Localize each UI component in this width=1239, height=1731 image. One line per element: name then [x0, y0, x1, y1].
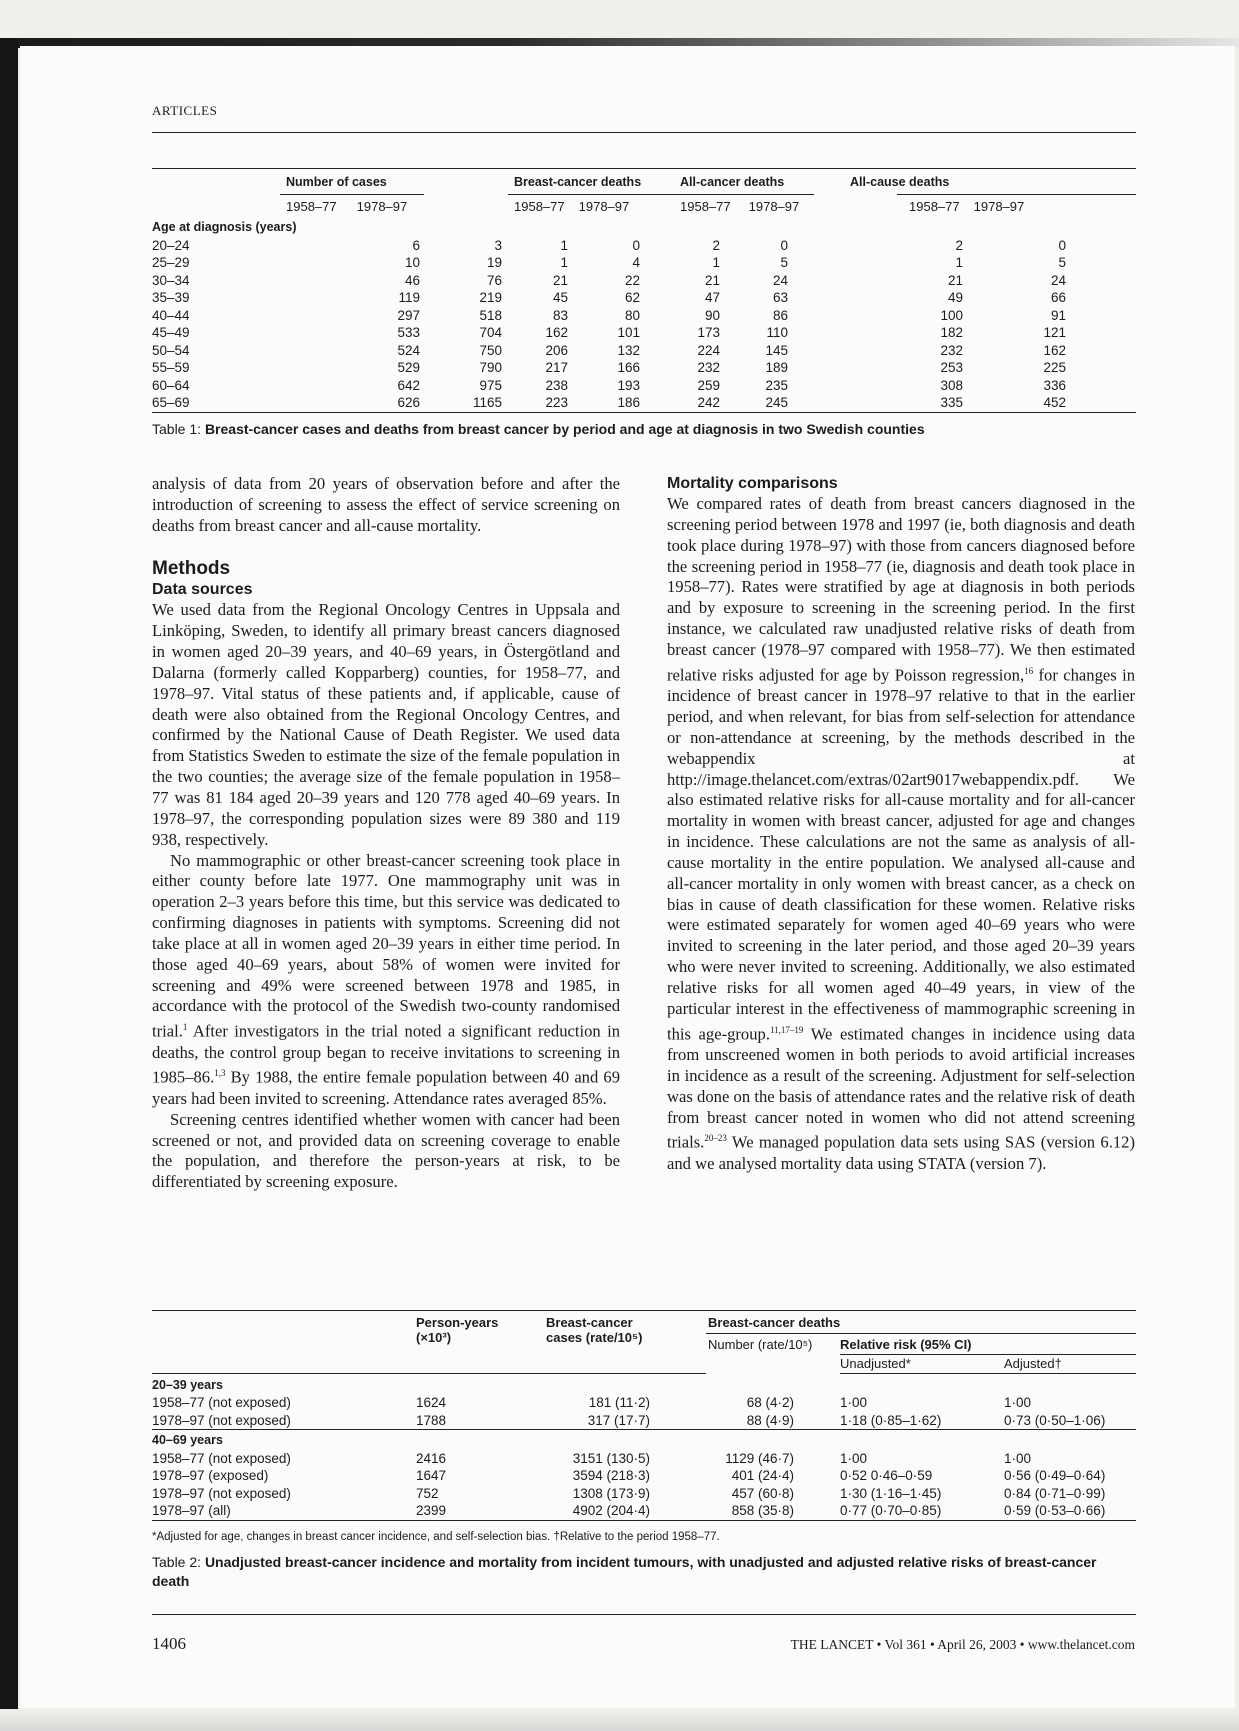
row-label-cell: 1978–97 (exposed) [152, 1468, 269, 1483]
data-sources-paragraph: We used data from the Regional Oncology Centres in Uppsala and Linköping, Sweden, to identify all primary breast cancers diagnosed in women aged 20–39 years, and 40–69 years, in Östergötland and Dalarna (formerly called Kopparberg) counties, for 1958–77, and 1978–97. Vital status of these patients and, if applicable, cause of death were also obtained from the Regional Oncology Centres, and confirmed by the National Cause of Death Register. We used data from Statistics Sweden to estimate the size of the female population in the two counties; the average size of the female population in 1958–77 was 81 184 aged 20–39 years and 120 778 aged 40–69 years. In 1978–97, the corresponding population sizes were 89 380 and 119 938, respectively. [152, 600, 620, 849]
value-cell: 975 [479, 377, 502, 393]
value-cell: 19 [486, 255, 502, 270]
value-cell: 132 [617, 342, 640, 358]
text-span: We estimated changes in incidence using data from unscreened women in both periods to avoid artificial increases in incidence as a result of the screening. Adjustment for self-selection was done on the basis of attendance rates and the relative risk of death from breast cancer noted in women who did not attend screening trials. [667, 1024, 1135, 1152]
left-column [152, 474, 620, 1193]
table-row [152, 254, 1136, 272]
table1-period-label: 1978–97 [356, 199, 408, 214]
value-cell: 193 [617, 377, 640, 393]
value-cell: 21 [704, 272, 720, 288]
citation: 16 [1024, 665, 1034, 676]
value-cell: 24 [772, 272, 788, 288]
table2-footnote: *Adjusted for age, changes in breast cancer incidence, and self-selection bias. †Relative to the period 1958–77. [152, 1531, 720, 1543]
age-group-cell: 35–39 [152, 290, 190, 305]
value-cell: 66 [1050, 290, 1066, 305]
age-group-cell: 25–29 [152, 255, 190, 270]
value-cell: 91 [1050, 307, 1066, 323]
value-cell: 235 [765, 377, 788, 393]
value-cell: 529 [397, 360, 420, 375]
value-cell: 224 [697, 342, 720, 358]
table-row [152, 289, 1136, 307]
value-cell: 242 [654, 394, 734, 412]
row-label-cell: 1978–97 (not exposed) [152, 1412, 291, 1428]
table-row [152, 359, 1136, 377]
spacer-cell [280, 324, 342, 342]
row-label-cell: 1958–77 (not exposed) [152, 1395, 291, 1410]
mortality-paragraph [667, 494, 1135, 1175]
t2-h-person-years: Person-years [416, 1315, 499, 1330]
table1-period-label: 1978–97 [578, 199, 630, 214]
value-cell: 225 [1043, 360, 1066, 375]
value-cell: 518 [479, 307, 502, 323]
table-2 [152, 1310, 1136, 1521]
value-cell: 245 [734, 394, 814, 412]
value-cell: 0 [780, 237, 788, 253]
value-cell: 232 [697, 360, 720, 375]
age-group-cell: 40–44 [152, 307, 190, 323]
value-cell: 83 [552, 307, 568, 323]
table-row [152, 377, 1136, 395]
table-row [152, 1485, 1136, 1503]
value-cell: 336 [1043, 377, 1066, 393]
value-cell: 0·77 (0·70–0·85) [840, 1502, 1004, 1520]
t2-h-person-years-unit: (×10³) [416, 1330, 452, 1345]
age-group-cell: 60–64 [152, 377, 190, 393]
t2-header-cases [544, 1311, 706, 1355]
value-cell: 2 [712, 237, 720, 253]
table-row [152, 1394, 1136, 1412]
table1-period-header [897, 195, 1136, 219]
value-cell: 308 [940, 377, 963, 393]
table2-caption-title: Unadjusted breast-cancer incidence and mortality from incident tumours, with unadjusted and adjusted relative risks of breast-cancer death [152, 1554, 1097, 1589]
table1-period-label: 1978–97 [748, 199, 800, 214]
text-span: After investigators in the trial noted a significant reduction in deaths, the control group began to receive invitations to screening in 1985–86. [152, 1021, 620, 1087]
value-cell: 232 [940, 342, 963, 358]
table1-caption-title: Breast-cancer cases and deaths from breast cancer by period and age at diagnosis in two Swedish counties [204, 421, 925, 437]
value-cell: 335 [897, 394, 985, 412]
citation: 11,17–19 [769, 1024, 804, 1035]
table-row [152, 1412, 1136, 1430]
value-cell: 524 [397, 342, 420, 358]
value-cell: 186 [574, 394, 654, 412]
value-cell: 162 [545, 325, 568, 340]
t2-header-adjusted: Adjusted† [1004, 1355, 1136, 1374]
value-cell: 1·18 (0·85–1·62) [840, 1412, 942, 1428]
table-row [152, 237, 1136, 255]
footer-rule [152, 1614, 1136, 1615]
t2-header-deaths: Breast-cancer deaths [706, 1311, 1136, 1334]
value-cell: 452 [985, 394, 1136, 412]
value-cell: 0·56 (0·49–0·64) [1004, 1468, 1106, 1483]
table-row [152, 272, 1136, 290]
value-cell: 704 [479, 325, 502, 340]
value-cell: 90 [704, 307, 720, 323]
value-cell: 110 [766, 325, 788, 340]
table-row [152, 324, 1136, 342]
spacer-cell [280, 289, 342, 307]
value-cell: 5 [1058, 255, 1066, 270]
spacer-cell [814, 394, 897, 412]
value-cell: 4 [632, 255, 640, 270]
scan-edge-bottom [0, 1709, 1239, 1731]
value-cell: 189 [765, 360, 788, 375]
table1-period-label: 1978–97 [973, 199, 1025, 214]
value-cell: 24 [1050, 272, 1066, 288]
header-rule [152, 132, 1136, 133]
table1-group-allcause-deaths: All-cause deaths [814, 169, 1136, 195]
value-cell: 457 (60·8) [731, 1485, 794, 1501]
value-cell: 1 [712, 255, 720, 270]
spacer-cell [280, 394, 342, 412]
value-cell: 1788 [416, 1412, 447, 1428]
value-cell: 3151 (130·5) [572, 1450, 650, 1466]
table1-period-header [508, 195, 654, 219]
spacer-cell [280, 342, 342, 360]
citation: 1 [182, 1022, 188, 1033]
value-cell: 0 [632, 237, 640, 253]
value-cell: 1·00 [1004, 1450, 1032, 1466]
table1-group-bc-deaths: Breast-cancer deaths [508, 169, 654, 195]
table1-group-cases: Number of cases [280, 169, 508, 195]
value-cell: 0·84 (0·71–0·99) [1004, 1485, 1106, 1501]
spacer-cell [280, 237, 342, 255]
value-cell: 1624 [416, 1395, 447, 1410]
spacer-cell [814, 342, 897, 360]
value-cell: 1647 [416, 1468, 447, 1483]
value-cell: 46 [404, 272, 420, 288]
table2-caption-label: Table 2: [152, 1554, 205, 1570]
age-group-cell: 50–54 [152, 342, 190, 358]
value-cell: 4902 (204·4) [544, 1502, 706, 1520]
mortality-comparisons-heading: Mortality comparisons [667, 475, 838, 492]
text-span: for changes in incidence of breast cancer in 1978–97 relative to that in the earlier period, and when relevant, for bias from self-selection for attendance or non-attendance at screening, by the methods described in the webappendix at http://image.thelancet.com/extras/02art9017webappendix.pdf. We also estimated relative risks for all-cause mortality and for all-cancer mortality in women with breast cancer, adjusted for age and changes in incidence. These calculations are not the same as analysis of all-cause mortality in the entire population. We analysed all-cause and all-cancer mortality in only women with breast cancer, as a check on bias in cause of death classification for these women. Relative risks were estimated separately for women aged 40–69 years who were invited to screening in the later period, and those aged 20–39 years who were never invited to screening. Additionally, we also estimated relative risks for all women aged 40–49 years, in view of the particular interest in the effectiveness of mammographic screening in this age-group. [667, 665, 1135, 1044]
value-cell: 88 (4·9) [746, 1412, 794, 1428]
table-row [152, 394, 1136, 412]
table1-caption [152, 421, 1136, 437]
value-cell: 3594 (218·3) [572, 1468, 650, 1483]
value-cell: 21 [947, 272, 963, 288]
value-cell: 2399 [408, 1502, 544, 1520]
value-cell: 0 [1058, 237, 1066, 253]
table2-caption [152, 1553, 1136, 1591]
intro-paragraph: analysis of data from 20 years of observation before and after the introduction of screening to assess the effect of service screening on deaths from breast cancer and all-cause mortality. [152, 474, 620, 535]
value-cell: 181 (11·2) [588, 1395, 650, 1410]
row-label-cell: 1978–97 (all) [152, 1502, 408, 1520]
spacer-cell [814, 272, 897, 290]
citation: 20–23 [704, 1133, 727, 1144]
value-cell: 790 [479, 360, 502, 375]
value-cell: 238 [545, 377, 568, 393]
table1-group-allcancer-deaths: All-cancer deaths [654, 169, 814, 195]
value-cell: 401 (24·4) [731, 1468, 794, 1483]
table1-period-header [654, 195, 814, 219]
table1-period-label: 1958–77 [514, 199, 565, 214]
t2-header-person-years [408, 1311, 544, 1355]
value-cell: 145 [765, 342, 788, 358]
value-cell: 0·73 (0·50–1·06) [1004, 1412, 1106, 1428]
spacer-cell [814, 307, 897, 325]
value-cell: 317 (17·7) [587, 1412, 650, 1428]
text-span: No mammographic or other breast-cancer screening took place in either county before late 1977. One mammography unit was in operation 2–3 years before this time, but this service was dedicated to confirming diagnoses in patients with symptoms. Screening did not take place at all in women aged 20–39 years in either time period. In those aged 40–69 years, about 58% of women were invited for screening and 49% were screened between 1978 and 1985, in accordance with the protocol of the Swedish two-county randomised trial. [152, 850, 620, 1041]
value-cell: 47 [704, 290, 720, 305]
journal-footer: THE LANCET • Vol 361 • April 26, 2003 • www.thelancet.com [790, 1637, 1135, 1652]
table1-period-label: 1958–77 [286, 199, 337, 214]
value-cell: 1129 (46·7) [725, 1450, 794, 1466]
t2-section-40-69: 40–69 years [152, 1430, 1136, 1450]
age-group-cell: 30–34 [152, 272, 190, 288]
value-cell: 76 [486, 272, 502, 288]
page-number: 1406 [152, 1634, 186, 1653]
table1-section-label: Age at diagnosis (years) [152, 219, 297, 234]
methods-heading: Methods [152, 557, 231, 579]
value-cell: 0·59 (0·53–0·66) [1004, 1502, 1136, 1520]
spacer-cell [280, 272, 342, 290]
value-cell: 121 [1043, 325, 1066, 340]
value-cell: 0·52 0·46–0·59 [840, 1468, 933, 1483]
table-row [152, 1502, 1136, 1520]
data-sources-heading: Data sources [152, 581, 253, 599]
spacer-cell [280, 307, 342, 325]
t2-h-cases2: cases (rate/10⁵) [546, 1330, 643, 1345]
value-cell: 752 [416, 1485, 439, 1501]
right-column [667, 474, 1135, 1175]
running-head: ARTICLES [152, 103, 218, 118]
row-label-cell: 1978–97 (not exposed) [152, 1485, 291, 1501]
t2-header-unadjusted: Unadjusted* [840, 1355, 1004, 1374]
t2-section-20-39: 20–39 years [152, 1377, 223, 1392]
value-cell: 1308 (173·9) [572, 1485, 650, 1501]
value-cell: 162 [1043, 342, 1066, 358]
value-cell: 49 [947, 290, 963, 305]
table-1 [152, 168, 1136, 413]
value-cell: 119 [398, 290, 420, 305]
text-span: We compared rates of death from breast cancers diagnosed in the screening period between 1978 and 1997 (ie, both diagnosis and death took place during 1978–97) with those from cancers diagnosed before the screening period in 1958–77 (ie, diagnosis and death took place in 1958–77). Rates were stratified by age at diagnosis in both periods and by exposure to screening in the screening period. In the first instance, we calculated raw unadjusted relative risks of death from breast cancer (1978–97 compared with 1958–77). We then estimated relative risks adjusted for age by Poisson regression, [667, 494, 1135, 685]
value-cell: 3 [494, 237, 502, 253]
table1-period-header [280, 195, 424, 219]
value-cell: 68 (4·2) [746, 1395, 794, 1410]
value-cell: 642 [397, 377, 420, 393]
table-row [152, 1450, 1136, 1468]
value-cell: 223 [508, 394, 574, 412]
value-cell: 1165 [424, 394, 508, 412]
value-cell: 101 [617, 325, 640, 340]
value-cell: 1·00 [1004, 1395, 1032, 1410]
age-group-cell: 65–69 [152, 394, 280, 412]
value-cell: 219 [479, 290, 502, 305]
t2-header-number: Number (rate/10⁵) [708, 1336, 813, 1352]
value-cell: 217 [545, 360, 568, 375]
value-cell: 1 [560, 255, 568, 270]
table1-period-label: 1958–77 [909, 199, 960, 214]
value-cell: 533 [397, 325, 420, 340]
value-cell: 1·00 [840, 1395, 868, 1410]
value-cell: 626 [342, 394, 424, 412]
value-cell: 253 [940, 360, 963, 375]
value-cell: 100 [940, 307, 963, 323]
age-group-cell: 20–24 [152, 237, 190, 253]
value-cell: 22 [624, 272, 640, 288]
t2-header-rr: Relative risk (95% CI) [840, 1333, 1136, 1355]
spacer-cell [280, 377, 342, 395]
value-cell: 1·00 [840, 1450, 868, 1466]
spacer-cell [814, 289, 897, 307]
table1-caption-label: Table 1: [152, 421, 205, 437]
age-group-cell: 55–59 [152, 360, 190, 375]
value-cell: 63 [772, 290, 788, 305]
value-cell: 10 [404, 255, 420, 270]
scan-edge-left [0, 38, 18, 1731]
value-cell: 166 [617, 360, 640, 375]
spacer-cell [814, 254, 897, 272]
spacer-cell [814, 359, 897, 377]
value-cell: 1 [955, 255, 963, 270]
value-cell: 62 [624, 290, 640, 305]
value-cell: 259 [697, 377, 720, 393]
value-cell: 2416 [416, 1450, 447, 1466]
table-row [152, 342, 1136, 360]
age-group-cell: 45–49 [152, 325, 190, 340]
value-cell: 21 [552, 272, 568, 288]
value-cell: 80 [624, 307, 640, 323]
row-label-cell: 1958–77 (not exposed) [152, 1450, 291, 1466]
value-cell: 45 [552, 290, 568, 305]
spacer-cell [280, 359, 342, 377]
value-cell: 750 [479, 342, 502, 358]
value-cell: 5 [780, 255, 788, 270]
spacer-cell [814, 377, 897, 395]
table-row [152, 1467, 1136, 1485]
screening-centres-paragraph: Screening centres identified whether women with cancer had been screened or not, and provided data on screening coverage to enable the population, and therefore the person-years at risk, to be differentiated by screening exposure. [152, 1109, 620, 1192]
value-cell: 297 [397, 307, 420, 323]
citation: 1,3 [214, 1068, 226, 1079]
value-cell: 86 [772, 307, 788, 323]
value-cell: 173 [697, 325, 720, 340]
value-cell: 6 [412, 237, 420, 253]
spacer-cell [814, 324, 897, 342]
text-span: By 1988, the entire female population between 40 and 69 years had been invited to screening. Attendance rates averaged 85%. [152, 1068, 620, 1108]
text-span: We managed population data sets using SAS (version 6.12) and we analysed mortality data using STATA (version 7). [667, 1132, 1135, 1173]
value-cell: 206 [545, 342, 568, 358]
spacer-cell [814, 237, 897, 255]
value-cell: 1·30 (1·16–1·45) [840, 1485, 942, 1501]
value-cell: 858 (35·8) [706, 1502, 840, 1520]
screening-history-paragraph [152, 851, 620, 1110]
value-cell: 2 [955, 237, 963, 253]
value-cell: 182 [940, 325, 963, 340]
table1-period-label: 1958–77 [680, 199, 731, 214]
t2-h-cases: Breast-cancer [546, 1315, 633, 1330]
table-row [152, 307, 1136, 325]
value-cell: 1 [560, 237, 568, 253]
spacer-cell [280, 254, 342, 272]
